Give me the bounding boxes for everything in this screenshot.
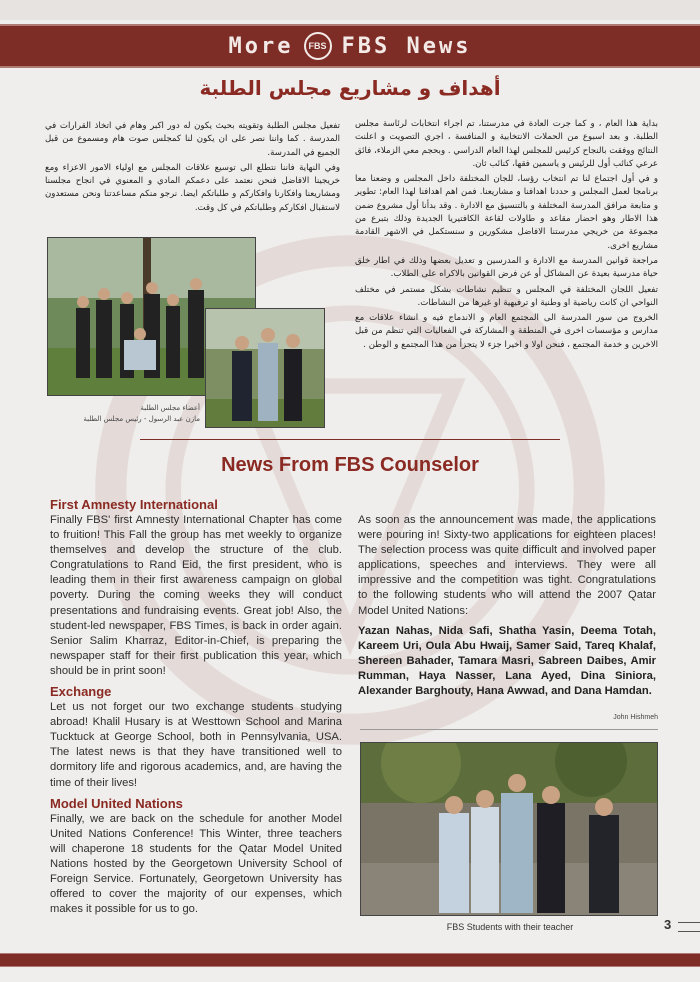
students-with-teacher-photo — [360, 742, 658, 916]
arabic-paragraph: تفعيل مجلس الطلبة وتقويته بحيث يكون له دور اكبر وهام في اتخاذ القرارات في المدرسة . كما واننا نصر على ان يكون لنا كمجلس صوت هام ومسموع من قبل الجميع في المدرسة. — [45, 121, 340, 158]
header-title-right: FBS News — [341, 33, 472, 59]
photo-caption: FBS Students with their teacher — [446, 922, 574, 932]
arabic-right-column — [355, 118, 658, 354]
header-title-left: More — [228, 33, 294, 59]
mun-heading: Model United Nations — [50, 795, 183, 811]
header-bar — [0, 24, 700, 68]
counselor-right-column — [358, 513, 656, 704]
amnesty-heading: First Amnesty International — [50, 497, 218, 512]
arabic-photo-caption — [80, 403, 200, 425]
exchange-body: Let us not forget our two exchange students studying abroad! Khalil Husary is at Westtown School and Marina Tucktuck at George School, both in Pennsylvania, USA. The latest news is that they have transitioned well to dormitory life and rigorous academics, and, are having the time of their lives! — [50, 701, 342, 789]
top-margin — [0, 0, 700, 20]
mun-student-names: Yazan Nahas, Nida Safi, Shatha Yasin, Deema Totah, Kareem Uri, Oula Abu Hwaij, Samer Said, Tareq Khalaf, Shereen Bahader, Tamara Masri, Sabreen Daibes, Amir Rumman, Haya Nasser, Lana Ayed, Dina Siniora, Alexander Barghouty, Hana Awwad, and Dana Hamdan. — [358, 624, 656, 698]
student-council-leaders-photo — [205, 308, 325, 428]
counselor-section-title: News From FBS Counselor — [221, 454, 479, 476]
caption-line: أعضاء مجلس الطلبة — [140, 404, 200, 412]
amnesty-body: Finally FBS' first Amnesty International Chapter has come to fruition! This Fall the group has met weekly to organize themselves and develop the structure of the club. Congratulations to Rand Eid, the first president, who is leading them in their first awareness campaign on global poverty. During the coming weeks they will conduct presentations and fundraising events. Great job! Also, the student-led newspaper, FBS Times, is back in order again. Senior Salim Kharraz, Editor-in-Chief, is preparing the newspaper staff for their first publication this year, which should be in print soon! — [50, 514, 342, 677]
arabic-paragraph: و في أول اجتماع لنا تم انتخاب رؤسا، للجان المختلفة داخل المجلس و وضعنا معا برنامجا لعمل المجلس و حددنا اهدافنا و مشاريعنا. فمن اهم اهدافنا لهذا العام: تطوير و متابعة مرافق المدرسة المختلفة و بالتنسيق مع الادارة . وقد بدأنا أول مشروع ضمن هذا الاطار وهو احضار مقاعد و طاولات لقاعة الكافتيريا الجديدة وذلك بتبرع من مجموعة من خريجي مدرستنا الافاضل مشكورين و سنستكمل في الاشهر القادمة مشاريع اخرى. — [355, 174, 658, 251]
arabic-paragraph: وفي النهاية فاننا نتطلع الى توسيع علاقات المجلس مع اولياء الامور الاعزاء ومع خريجينا الافاضل فنحن نعتمد على دعمكم المادي و المعنوي في انجاح مجلسنا ومشاريعنا وافكارنا وافكاركم و طلباتكم ايضا. نرجو منكم مساعدتنا ونحن مستعدون لاستقبال افكاركم وطلباتكم في كل وقت. — [45, 162, 340, 213]
page-number-ornament — [678, 922, 700, 932]
footer-bar — [0, 953, 700, 967]
caption-line: مازن عبد الرسول - رئيس مجلس الطلبة — [83, 415, 200, 423]
mun-selection-body: As soon as the announcement was made, the applications were pouring in! Sixty-two applications for eighteen places! The selection process was quite difficult and involved paper applications, speeches and interviews. They were all impressive and the competition was tight. Congratulations to the following students who will attend the 2007 Qatar Model United Nations: — [358, 514, 656, 617]
arabic-paragraph: مراجعة قوانين المدرسة مع الادارة و المدرسين و تعديل بعضها وذلك في اطار خلق حياة مدرسية بعيدة عن المشاكل أو عن فرض القوانين بالاكراه على الطلاب. — [355, 255, 658, 280]
section-divider — [140, 439, 560, 440]
exchange-heading: Exchange — [50, 684, 112, 700]
signature-divider — [360, 729, 658, 730]
page-number: 3 — [664, 917, 672, 932]
arabic-paragraph: تفعيل اللجان المختلفة في المجلس و تنظيم نشاطات بشكل مستمر في مختلف النواحي ان كانت رياضية او وطنية او ترفيهية او غيرها من النشاطات. — [355, 284, 658, 308]
arabic-paragraph: بداية هذا العام ، و كما جرت العادة في مدرستنا، تم اجراء انتخابات لرئاسة مجلس الطلبة. و بعد اسبوع من الحملات الانتخابية و المنافسة ، اجري التصويت و اعلنت النتائج ووفقت بالنجاح كرئيس للمجلس لهذا العام الدراسي . وبحجم معي الزملاء، فائق عرعي كنائب أول للرئيس و ياسمين فقها، كنائب ثان. — [355, 119, 658, 169]
arabic-left-column — [45, 120, 340, 217]
counselor-left-column — [50, 497, 342, 922]
header-title — [0, 26, 700, 66]
arabic-paragraph: الخروج من سور المدرسة الى المجتمع العام و الاندماج فيه و انشاء علاقات مع مدارس و مؤسسات اخرى في المنطقة و المشاركة في الفعاليات التي تنظم من قبل الاخرين و خدمة المجتمع ، فنحن اولا و اخيرا جزء لا يتجزأ من هذا المجتمع و الوطن . — [355, 313, 658, 350]
arabic-section-title: أهداف و مشاريع مجلس الطلبة — [199, 76, 501, 100]
mun-body: Finally, we are back on the schedule for another Model United Nations Conference! This Winter, three teachers will chaperone 18 students for the Qatar Model United Nations hosted by the Georgetown University School of Foreign Service. Fortunately, Georgetown University has offered to cover the majority of our expenses, which makes it possible for us to go. — [50, 812, 342, 916]
fbs-logo-icon: FBS — [304, 32, 332, 60]
author-signature: John Hishmeh — [613, 714, 658, 721]
